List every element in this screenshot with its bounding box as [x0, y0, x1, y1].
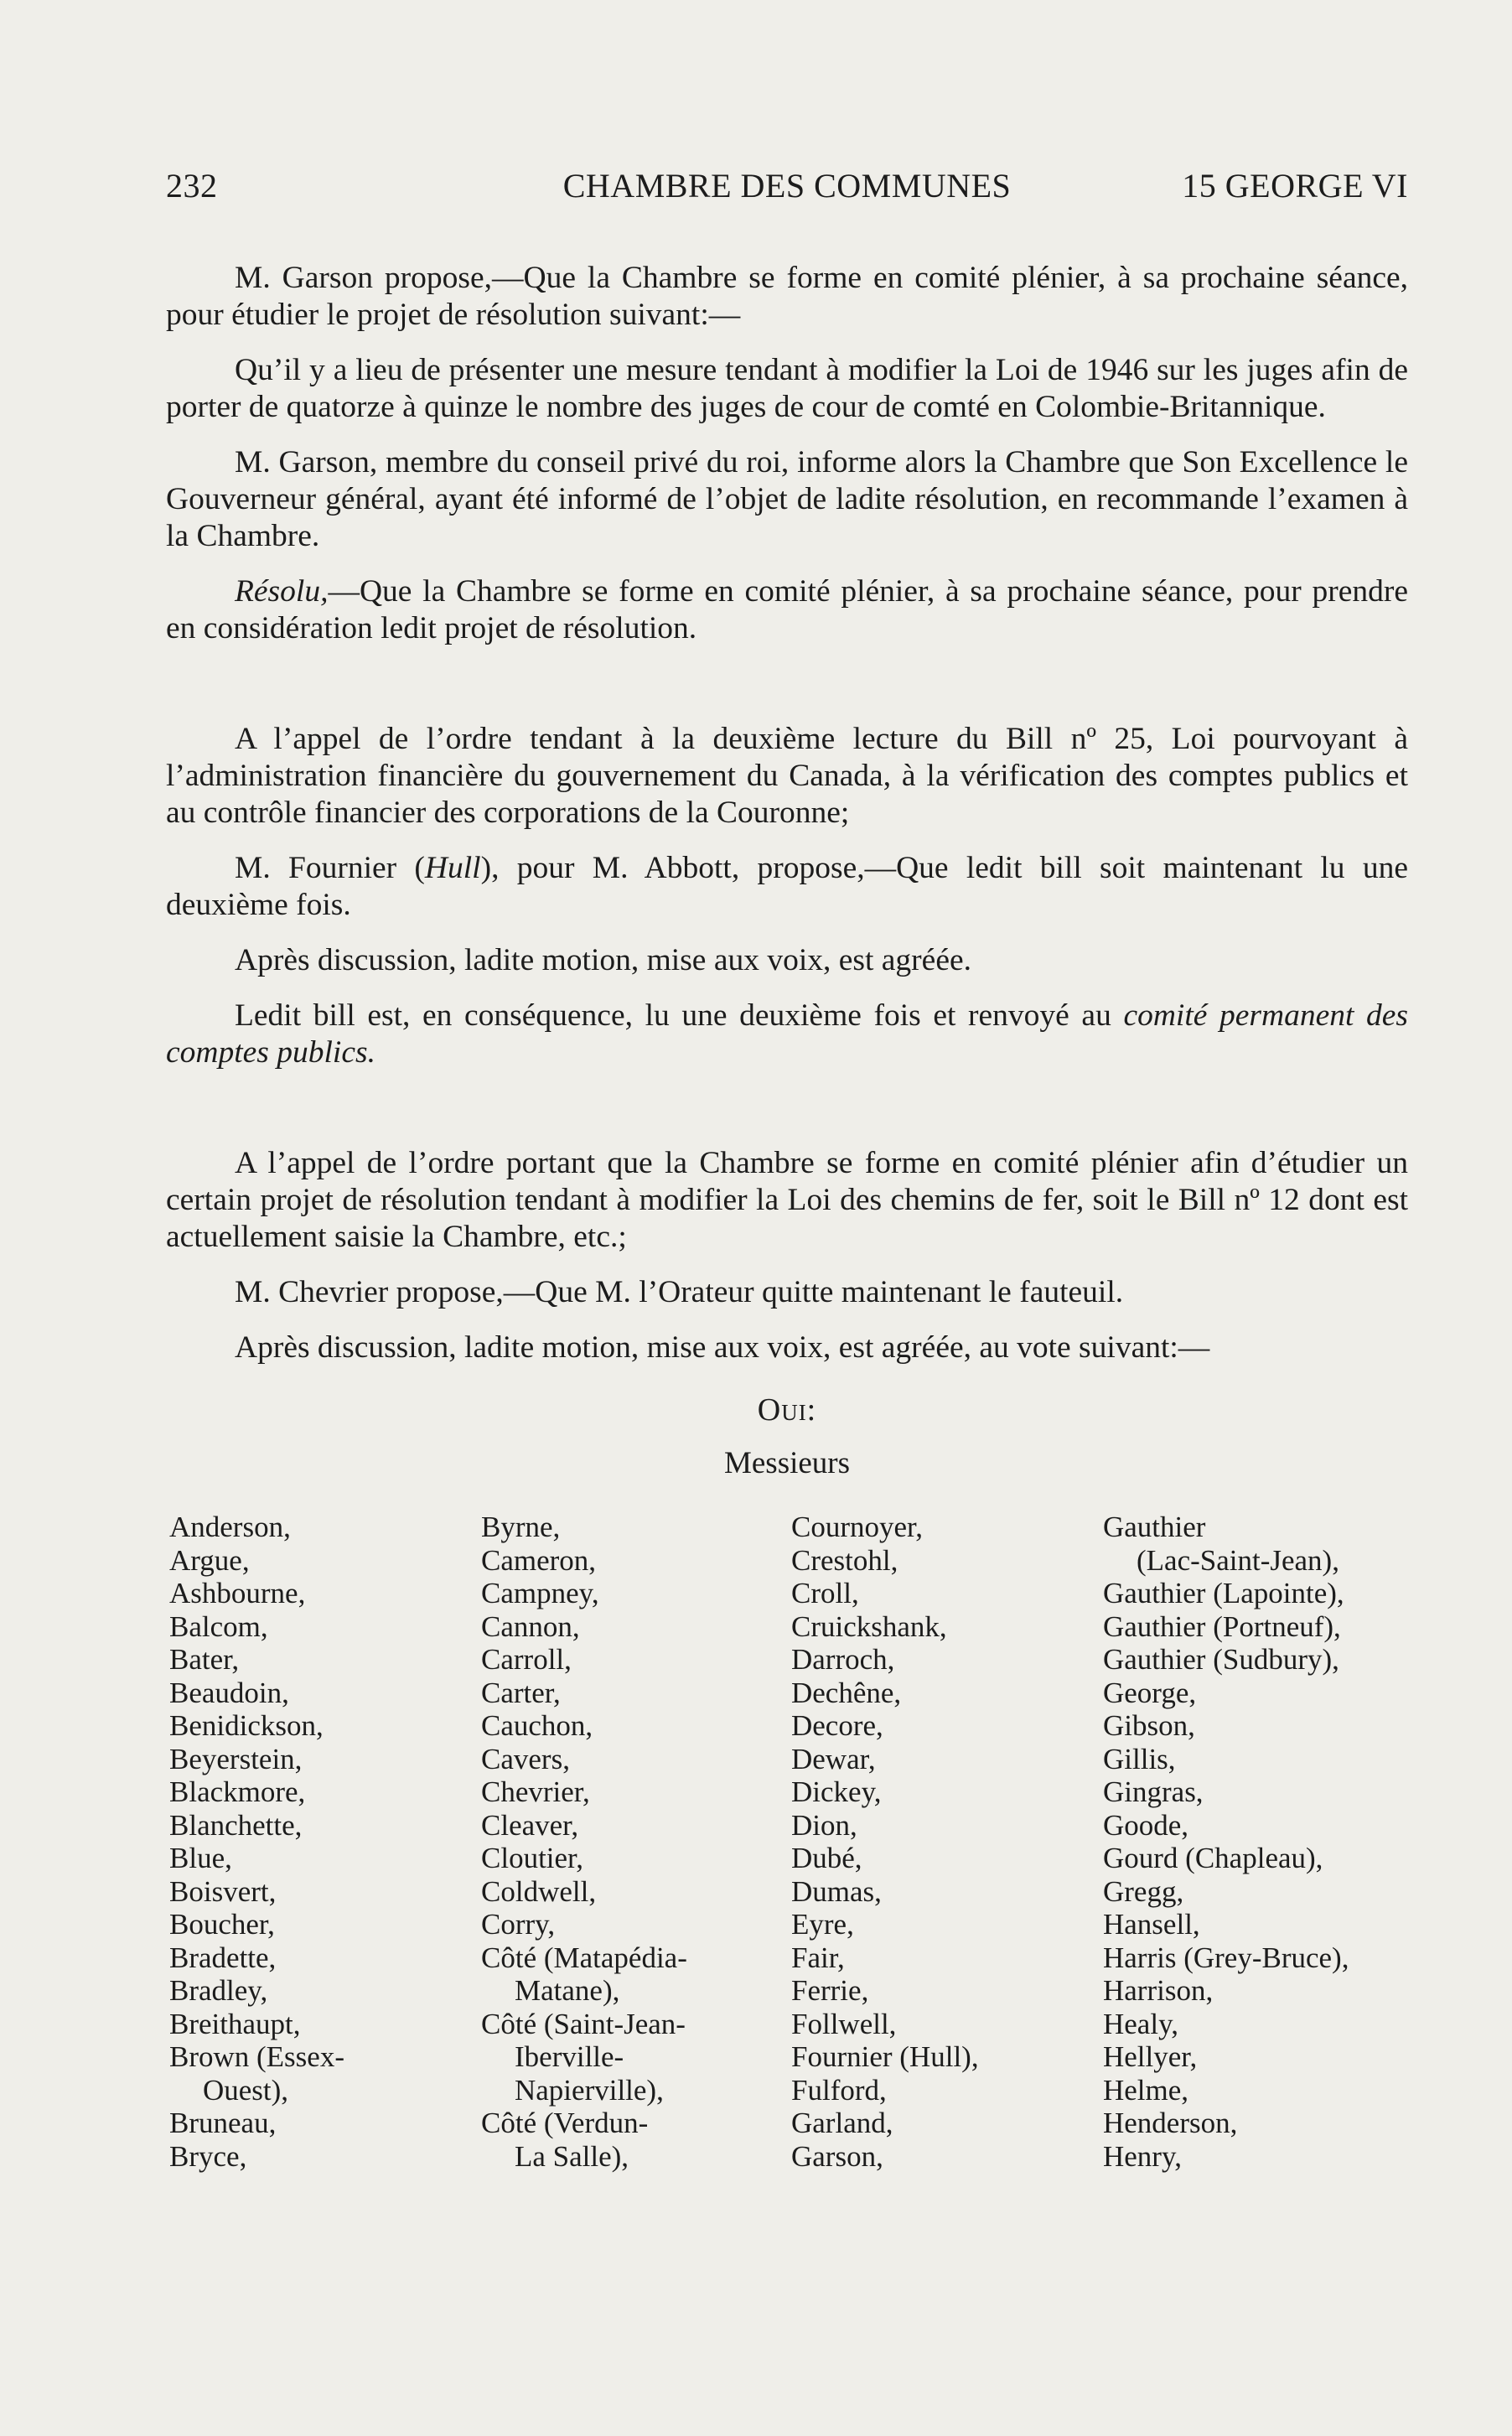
- running-title: CHAMBRE DES COMMUNES: [562, 167, 1012, 205]
- paragraph-motion-agreed: Après discussion, ladite motion, mise aux voix, est agréée.: [235, 943, 971, 977]
- member-name: Henry,: [1103, 2139, 1182, 2173]
- resolu-text: —Que la Chambre se forme en comité plénier, à sa prochaine séance, pour prendre en considération ledit projet de résolution.: [166, 574, 1408, 645]
- member-name: Corry,: [481, 1908, 556, 1941]
- member-name: Boisvert,: [169, 1874, 277, 1908]
- member-name: Breithaupt,: [169, 2007, 301, 2040]
- member-name: Cournoyer,: [791, 1511, 924, 1543]
- member-name: George,: [1103, 1676, 1197, 1709]
- member-name: Dubé,: [791, 1842, 862, 1874]
- member-name: Harris (Grey-Bruce),: [1103, 1941, 1349, 1974]
- member-name: Cleaver,: [481, 1808, 579, 1842]
- member-name: Blue,: [169, 1842, 232, 1874]
- member-name: Benidickson,: [169, 1709, 324, 1742]
- member-name: Hansell,: [1103, 1908, 1200, 1941]
- member-name: Matane),: [515, 1974, 620, 2007]
- member-name: Gauthier (Portneuf),: [1103, 1609, 1341, 1643]
- member-name: Gingras,: [1103, 1775, 1204, 1808]
- member-name: Cloutier,: [481, 1842, 584, 1874]
- member-name: Gillis,: [1103, 1742, 1176, 1775]
- member-name: Napierville),: [515, 2073, 664, 2107]
- member-name: Côté (Verdun-: [481, 2107, 649, 2139]
- member-name: Crestohl,: [791, 1543, 898, 1577]
- vote-heading: Oui:: [757, 1392, 817, 1428]
- member-name: Chevrier,: [481, 1775, 590, 1808]
- member-name: Campney,: [481, 1577, 599, 1609]
- member-name: Cruickshank,: [791, 1609, 947, 1643]
- member-name: Hellyer,: [1103, 2040, 1198, 2073]
- member-name: Dewar,: [791, 1742, 876, 1775]
- member-name: Iberville-: [515, 2040, 624, 2073]
- member-name: Gibson,: [1103, 1709, 1195, 1742]
- member-name: Eyre,: [791, 1908, 854, 1941]
- vote-name-columns: [166, 1511, 1408, 2181]
- session-label: 15 GEORGE VI: [1182, 167, 1408, 205]
- member-name: Brown (Essex-: [169, 2040, 344, 2073]
- member-name: Dechêne,: [791, 1676, 902, 1709]
- paragraph-fournier-motion: [166, 850, 1408, 924]
- member-name: Fulford,: [791, 2073, 887, 2107]
- member-name: Garson,: [791, 2139, 883, 2173]
- name-column-4: [1103, 1511, 1349, 2173]
- paragraph-resolution-text: Qu’il y a lieu de présenter une mesure tendant à modifier la Loi de 1946 sur les juges afin de porter de quatorze à quinze le nombre des juges de cour de comté en Colombie-Britannique.: [166, 353, 1408, 424]
- fournier-text-b: ), pour M. Abbott, propose,—Que ledit bill soit maintenant lu une deuxième fois.: [166, 851, 1408, 922]
- paragraph-vote-intro: Après discussion, ladite motion, mise aux voix, est agréée, au vote suivant:—: [235, 1330, 1210, 1365]
- member-name: Garland,: [791, 2107, 893, 2139]
- member-name: Fournier (Hull),: [791, 2040, 979, 2073]
- member-name: Gauthier (Sudbury),: [1103, 1643, 1339, 1676]
- member-name: Beyerstein,: [169, 1742, 303, 1775]
- member-name: Beaudoin,: [169, 1676, 289, 1709]
- paragraph-motion-garson: M. Garson propose,—Que la Chambre se forme en comité plénier, à sa prochaine séance, pour étudier le projet de résolution suivant:—: [166, 261, 1408, 332]
- member-name: Cameron,: [481, 1543, 597, 1577]
- resolu-label: Résolu,: [235, 574, 329, 609]
- member-name: Croll,: [791, 1577, 859, 1609]
- member-name: Bryce,: [169, 2139, 247, 2173]
- paragraph-chevrier-motion: M. Chevrier propose,—Que M. l’Orateur quitte maintenant le fauteuil.: [235, 1275, 1124, 1309]
- paragraph-bill-12: A l’appel de l’ordre portant que la Chambre se forme en comité plénier afin d’étudier un certain projet de résolution tendant à modifier la Loi des chemins de fer, soit le Bill nº 12 dont est actuellement saisie la Chambre, etc.;: [166, 1146, 1408, 1254]
- fournier-text-a: M. Fournier (: [235, 851, 425, 885]
- member-name: Darroch,: [791, 1643, 895, 1676]
- member-name: Côté (Saint-Jean-: [481, 2007, 686, 2040]
- member-name: Carroll,: [481, 1643, 572, 1676]
- page-body: [166, 260, 1408, 2181]
- page-number: 232: [166, 167, 218, 205]
- member-name: Dumas,: [791, 1874, 882, 1908]
- member-name: Balcom,: [169, 1609, 268, 1643]
- member-name: Decore,: [791, 1709, 883, 1742]
- member-name: Boucher,: [169, 1908, 275, 1941]
- member-name: Henderson,: [1103, 2107, 1238, 2139]
- name-column-3: [791, 1511, 979, 2173]
- referred-text: Ledit bill est, en conséquence, lu une deuxième fois et renvoyé au: [235, 998, 1124, 1033]
- member-name: Ferrie,: [791, 1974, 869, 2007]
- member-name: Blanchette,: [169, 1808, 303, 1842]
- committee-name: comité permanent des comptes publics.: [166, 998, 1409, 1070]
- member-name: Harrison,: [1103, 1974, 1214, 2007]
- member-name: Goode,: [1103, 1808, 1189, 1842]
- member-name: Bradette,: [169, 1941, 277, 1974]
- page-header: [166, 166, 1408, 216]
- member-name: Dion,: [791, 1808, 857, 1842]
- paragraph-recommendation: M. Garson, membre du conseil privé du roi, informe alors la Chambre que Son Excellence le Gouverneur général, ayant été informé de l’objet de ladite résolution, en recommande l’examen à la Chambre.: [166, 445, 1408, 553]
- member-name: Bater,: [169, 1643, 240, 1676]
- name-column-1: [169, 1511, 344, 2173]
- fournier-riding: Hull: [424, 851, 481, 885]
- paragraph-bill-25: A l’appel de l’ordre tendant à la deuxième lecture du Bill nº 25, Loi pourvoyant à l’administration financière du gouvernement du Canada, à la vérification des comptes publics et au contrôle financier des corporations de la Couronne;: [166, 722, 1408, 830]
- member-name: Gauthier (Lapointe),: [1103, 1577, 1344, 1609]
- member-name: Gauthier: [1103, 1511, 1206, 1543]
- member-name: Dickey,: [791, 1775, 882, 1808]
- paragraph-bill-referred: [166, 998, 1408, 1071]
- member-name: Cauchon,: [481, 1709, 593, 1742]
- member-name: Ashbourne,: [169, 1577, 306, 1609]
- member-name: Carter,: [481, 1676, 561, 1709]
- member-name: Fair,: [791, 1941, 845, 1974]
- member-name: Bruneau,: [169, 2107, 277, 2139]
- member-name: Argue,: [169, 1543, 250, 1577]
- member-name: Healy,: [1103, 2007, 1179, 2040]
- paragraph-resolu: [166, 573, 1408, 647]
- member-name: Gregg,: [1103, 1874, 1184, 1908]
- member-name: Follwell,: [791, 2007, 897, 2040]
- member-name: Coldwell,: [481, 1874, 597, 1908]
- member-name: Gourd (Chapleau),: [1103, 1842, 1323, 1874]
- member-name: Ouest),: [203, 2073, 289, 2107]
- member-name: La Salle),: [515, 2139, 629, 2173]
- member-name: (Lac-Saint-Jean),: [1137, 1543, 1339, 1577]
- member-name: Cannon,: [481, 1609, 580, 1643]
- name-column-2: [481, 1511, 687, 2173]
- member-name: Côté (Matapédia-: [481, 1941, 687, 1974]
- member-name: Blackmore,: [169, 1775, 306, 1808]
- member-name: Cavers,: [481, 1742, 570, 1775]
- member-name: Byrne,: [481, 1511, 561, 1543]
- member-name: Helme,: [1103, 2073, 1189, 2107]
- vote-subheading: Messieurs: [723, 1446, 851, 1480]
- member-name: Bradley,: [169, 1974, 268, 2007]
- member-name: Anderson,: [169, 1511, 291, 1543]
